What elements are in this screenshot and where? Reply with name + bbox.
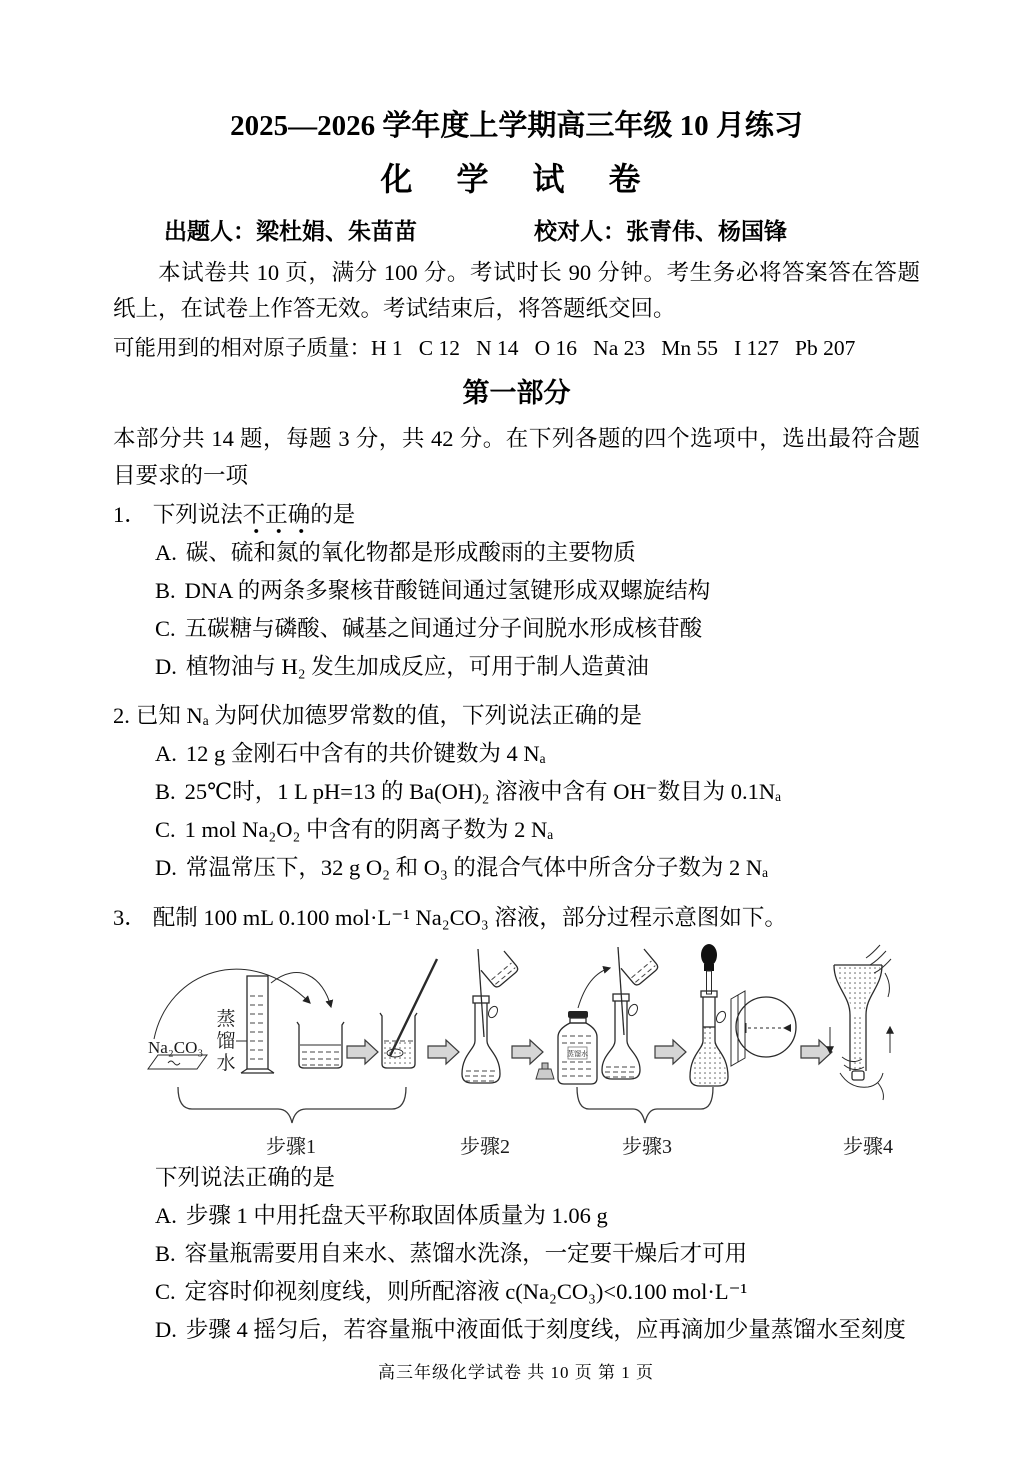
eye-level-view	[731, 991, 796, 1066]
option-label: B.	[155, 1241, 176, 1266]
pouring-beaker	[621, 949, 659, 987]
step4-label: 步骤4	[843, 1136, 893, 1158]
section-title: 第一部分	[462, 378, 571, 408]
flow-arrow	[428, 1040, 459, 1064]
option-text: DNA 的两条多聚核苷酸链间通过氢键形成双螺旋结构	[184, 578, 711, 603]
option-text: 12 g 金刚石中含有的共价键数为 4 Nₐ	[185, 741, 546, 766]
flow-arrow	[347, 1040, 378, 1064]
option-text: 25℃时，1 L pH=13 的 Ba(OH)₂ 溶液中含有 OH⁻数目为 0.1Nₐ	[184, 779, 782, 804]
option-label: A.	[155, 540, 177, 565]
option-row	[113, 1201, 920, 1231]
option-text: 容量瓶需要用自来水、蒸馏水洗涤，一定要干燥后才可用	[184, 1241, 748, 1266]
question-1-stem-post: 的是	[310, 502, 356, 527]
glass-rod	[618, 947, 624, 1035]
option-row	[113, 1315, 920, 1345]
dropper-bulb	[701, 944, 717, 966]
question-2-stem	[113, 701, 920, 731]
glass-rod	[478, 949, 484, 1037]
question-2-number: 2.	[113, 703, 130, 728]
question-3-stem	[113, 903, 920, 933]
exam-instructions: 本试卷共 10 页，满分 100 分。考试时长 90 分钟。考生务必将答案答在答题纸上，在试卷上作答无效。考试结束后，将答题纸交回。	[113, 260, 920, 321]
option-row	[113, 777, 920, 807]
distilled-water-bottle	[558, 1011, 597, 1084]
option-row	[113, 739, 920, 769]
question-2	[113, 701, 920, 883]
option-label: A.	[155, 741, 177, 766]
step3-label: 步骤3	[622, 1136, 672, 1158]
question-1	[113, 500, 920, 682]
option-text: 定容时仰视刻度线，则所配溶液 c(Na₂CO₃)<0.100 mol·L⁻¹	[184, 1279, 748, 1304]
option-label: C.	[155, 817, 176, 842]
flow-arrow	[655, 1040, 686, 1064]
section-intro: 本部分共 14 题，每题 3 分，共 42 分。在下列各题的四个选项中，选出最符合题目要求的一项	[113, 426, 920, 488]
option-text: 植物油与 H₂ 发生加成反应，可用于制人造黄油	[185, 654, 649, 679]
option-text: 步骤 1 中用托盘天平称取固体质量为 1.06 g	[185, 1203, 608, 1228]
option-row	[113, 853, 920, 883]
svg-text:蒸: 蒸	[216, 1009, 236, 1030]
bottle-label: 蒸馏水	[567, 1050, 588, 1058]
shaking-inverted-flask	[830, 945, 891, 1100]
question-3-stem-text: 配制 100 mL 0.100 mol·L⁻¹ Na₂CO₃ 溶液，部分过程示意图如下。	[152, 905, 787, 930]
sample-label: Na₂CO₃	[148, 1038, 204, 1057]
setter-line	[113, 216, 920, 246]
exam-title: 2025—2026 学年度上学期高三年级 10 月练习	[230, 110, 803, 142]
transfer-arrow-water	[271, 973, 331, 1007]
question-1-stem	[113, 500, 920, 530]
flow-arrow	[512, 1040, 543, 1064]
question-2-stem-text: 已知 Nₐ 为阿伏加德罗常数的值，下列说法正确的是	[135, 703, 643, 728]
step1-label: 步骤1	[266, 1136, 316, 1158]
option-label: D.	[155, 1317, 177, 1342]
pouring-beaker	[481, 951, 519, 989]
question-3-number: 3．	[113, 905, 147, 930]
graduated-cylinder	[241, 976, 274, 1073]
option-text: 常温常压下，32 g O₂ 和 O₃ 的混合气体中所含分子数为 2 Nₐ	[185, 855, 769, 880]
question-3-substem: 下列说法正确的是	[155, 1165, 336, 1190]
option-label: D.	[155, 855, 177, 880]
option-row	[113, 815, 920, 845]
option-row	[113, 1277, 920, 1307]
option-row	[113, 652, 920, 682]
question-3	[113, 903, 920, 1345]
option-text: 步骤 4 摇匀后，若容量瓶中液面低于刻度线，应再滴加少量蒸馏水至刻度	[185, 1317, 906, 1342]
step3-brace	[577, 1087, 713, 1123]
option-row	[113, 538, 920, 568]
page-footer: 高三年级化学试卷 共 10 页 第 1 页	[378, 1363, 654, 1382]
apparatus-diagram	[128, 941, 948, 1161]
question-1-stem-pre: 下列说法	[152, 502, 243, 527]
distilled-water-label	[216, 1008, 247, 1074]
flask-with-dropper	[690, 944, 728, 1086]
step1-brace	[178, 1087, 406, 1123]
question-1-stem-emphasis: 不正确	[243, 502, 311, 534]
atomic-masses-line: 可能用到的相对原子质量：H 1 C 12 N 14 O 16 Na 23 Mn 55 I 127 Pb 207	[113, 336, 856, 360]
svg-text:馏: 馏	[216, 1031, 236, 1052]
step2-label: 步骤2	[460, 1136, 510, 1158]
option-row	[113, 614, 920, 644]
flow-arrow	[801, 1040, 832, 1064]
setter-names: 出题人：梁杜娟、朱苗苗	[164, 218, 417, 244]
option-label: A.	[155, 1203, 177, 1228]
subject-title: 化 学 试 卷	[380, 161, 653, 197]
flask-stopper	[536, 1063, 554, 1079]
volumetric-flask-add-water	[602, 947, 659, 1079]
option-label: C.	[155, 1279, 176, 1304]
beaker-with-water	[297, 1022, 344, 1068]
option-text: 1 mol Na₂O₂ 中含有的阴离子数为 2 Nₐ	[184, 817, 554, 842]
svg-text:水: 水	[216, 1053, 236, 1074]
eye-icon	[783, 1024, 791, 1032]
option-label: C.	[155, 616, 176, 641]
sample-on-weighing-paper	[148, 1038, 207, 1069]
option-label: B.	[155, 779, 176, 804]
option-label: D.	[155, 654, 177, 679]
option-label: B.	[155, 578, 176, 603]
proofreader-names: 校对人：张青伟、杨国锋	[534, 218, 787, 244]
option-text: 碳、硫和氮的氧化物都是形成酸雨的主要物质	[185, 540, 636, 565]
option-row	[113, 1239, 920, 1269]
add-water-arrow	[578, 968, 610, 1008]
option-text: 五碳糖与磷酸、碱基之间通过分子间脱水形成核苷酸	[184, 616, 703, 641]
apparatus-diagram-container	[128, 941, 948, 1161]
question-1-number: 1．	[113, 502, 147, 527]
volumetric-flask-transfer	[462, 949, 519, 1083]
option-row	[113, 576, 920, 606]
